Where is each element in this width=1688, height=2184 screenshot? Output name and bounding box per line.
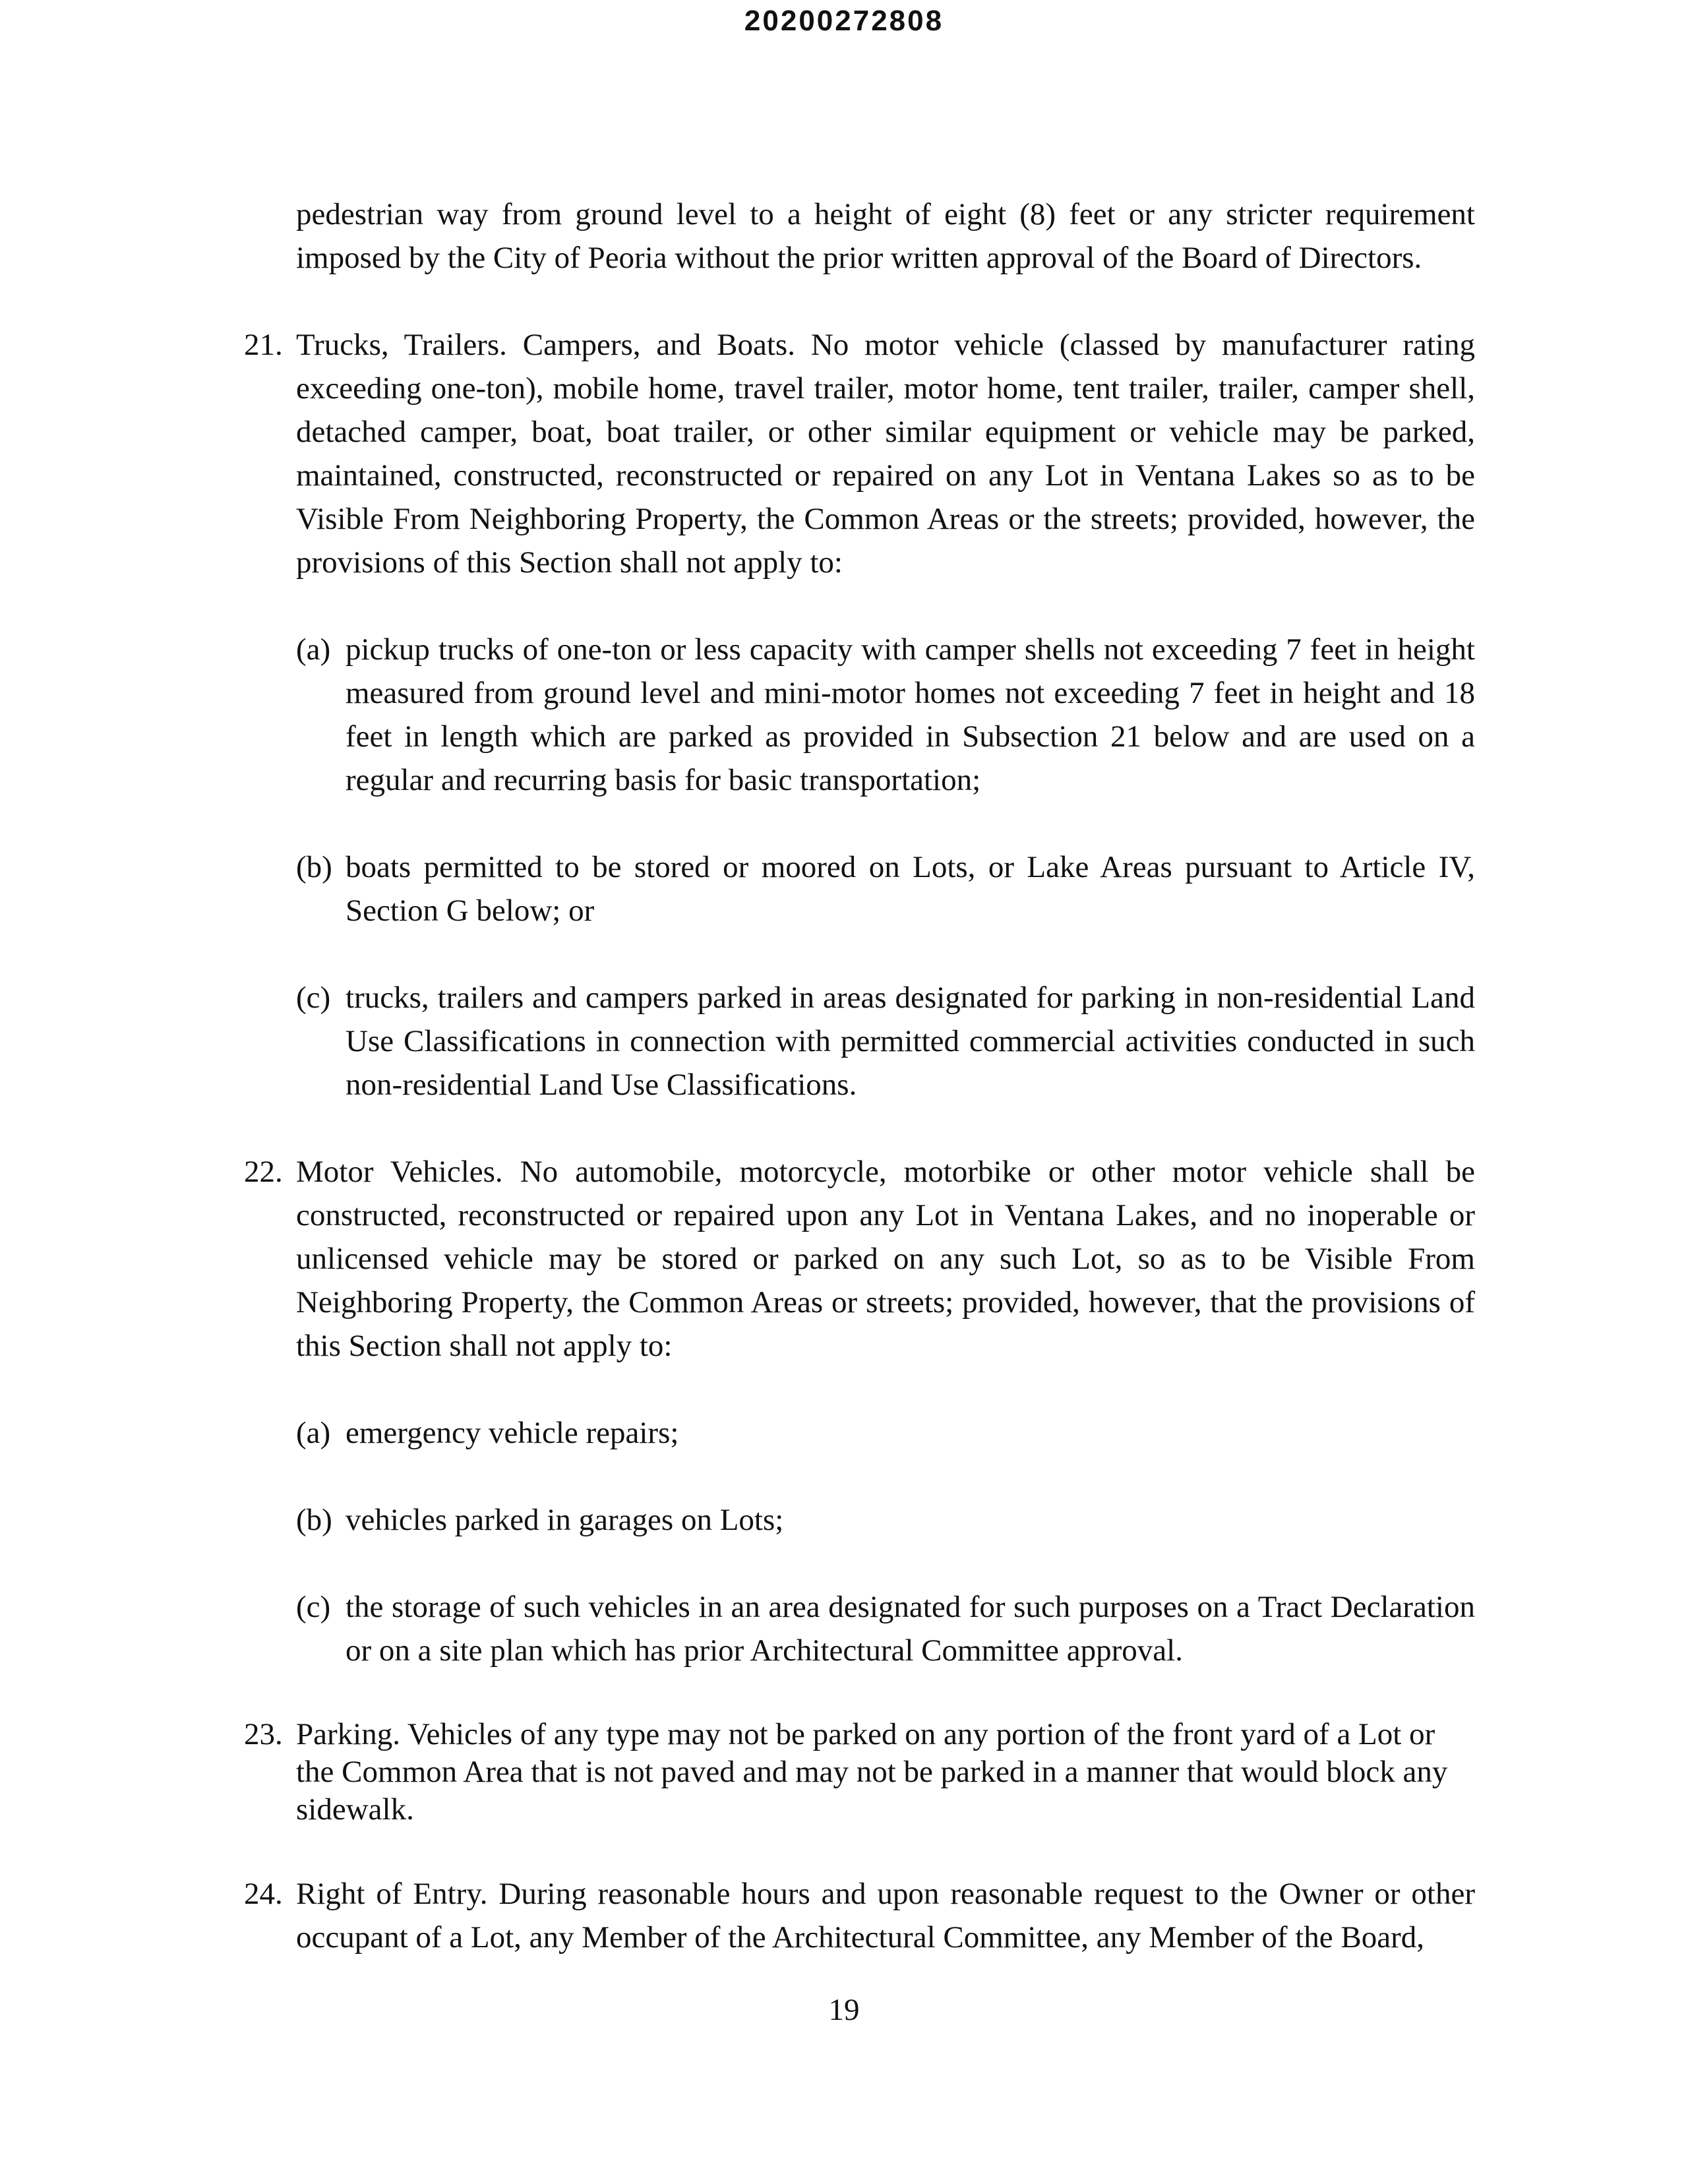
- section-21-item-c: [296, 976, 1475, 1107]
- section-22-item-a: [296, 1411, 1475, 1455]
- subitem-text: pickup trucks of one-ton or less capacity with camper shells not exceeding 7 feet in height measured from ground level and mini-motor homes not exceeding 7 feet in height and 18 feet in length which are parked as provided in Subsection 21 below and are used on a regular and recurring basis for basic transportation;: [346, 632, 1475, 797]
- section-text: Trucks, Trailers. Campers, and Boats. No motor vehicle (classed by manufacturer rating exceeding one-ton), mobile home, travel trailer, motor home, tent trailer, trailer, camper shell, detached camper, boat, boat trailer, or other similar equipment or vehicle may be parked, maintained, constructed, reconstructed or repaired on any Lot in Ventana Lakes so as to be Visible From Neighboring Property, the Common Areas or the streets; provided, however, the provisions of this Section shall not apply to:: [296, 328, 1475, 580]
- section-text: Motor Vehicles. No automobile, motorcycle, motorbike or other motor vehicle shall be constructed, reconstructed or repaired upon any Lot in Ventana Lakes, and no inoperable or unlicensed vehicle may be stored or parked on any such Lot, so as to be Visible From Neighboring Property, the Common Areas or streets; provided, however, that the provisions of this Section shall not apply to:: [296, 1155, 1475, 1363]
- subitem-text: vehicles parked in garages on Lots;: [346, 1503, 784, 1537]
- section-number: 24.: [244, 1877, 283, 1911]
- section-number: 22.: [244, 1155, 283, 1189]
- section-21-item-a: [296, 628, 1475, 802]
- document-number: 20200272808: [744, 5, 944, 37]
- subitem-text: trucks, trailers and campers parked in areas designated for parking in non-residential Land Use Classifications in connection with permitted commercial activities conducted in such non-residential Land Use Classifications.: [346, 981, 1475, 1102]
- section-number: 23.: [244, 1717, 283, 1751]
- section-text: Parking. Vehicles of any type may not be parked on any portion of the front yard of a Lot or the Common Area that is not paved and may not be parked in a manner that would block any sidewalk.: [296, 1717, 1448, 1827]
- section-23: [244, 1716, 1475, 1829]
- section-21-item-b: [296, 845, 1475, 932]
- subitem-text: the storage of such vehicles in an area designated for such purposes on a Tract Declaration or on a site plan which has prior Architectural Committee approval.: [346, 1590, 1475, 1668]
- continuation-paragraph: pedestrian way from ground level to a height of eight (8) feet or any stricter requirement imposed by the City of Peoria without the prior written approval of the Board of Directors.: [296, 197, 1475, 275]
- subitem-text: boats permitted to be stored or moored on Lots, or Lake Areas pursuant to Article IV, Section G below; or: [346, 850, 1475, 928]
- subitem-marker: (c): [296, 1590, 331, 1624]
- subitem-marker: (b): [296, 1503, 332, 1537]
- section-22-item-c: [296, 1585, 1475, 1672]
- page-body: [0, 193, 1688, 1959]
- section-24: [244, 1872, 1475, 1959]
- subitem-marker: (c): [296, 981, 331, 1015]
- subitem-marker: (a): [296, 632, 331, 667]
- subitem-text: emergency vehicle repairs;: [346, 1416, 679, 1450]
- page-number: 19: [828, 1993, 860, 2027]
- subitem-marker: (a): [296, 1416, 331, 1450]
- section-number: 21.: [244, 328, 283, 362]
- section-21: [244, 323, 1475, 584]
- subitem-marker: (b): [296, 850, 332, 884]
- section-22: [244, 1150, 1475, 1368]
- section-text: Right of Entry. During reasonable hours and upon reasonable request to the Owner or other occupant of a Lot, any Member of the Architectural Committee, any Member of the Board,: [296, 1877, 1475, 1955]
- section-22-item-b: [296, 1498, 1475, 1542]
